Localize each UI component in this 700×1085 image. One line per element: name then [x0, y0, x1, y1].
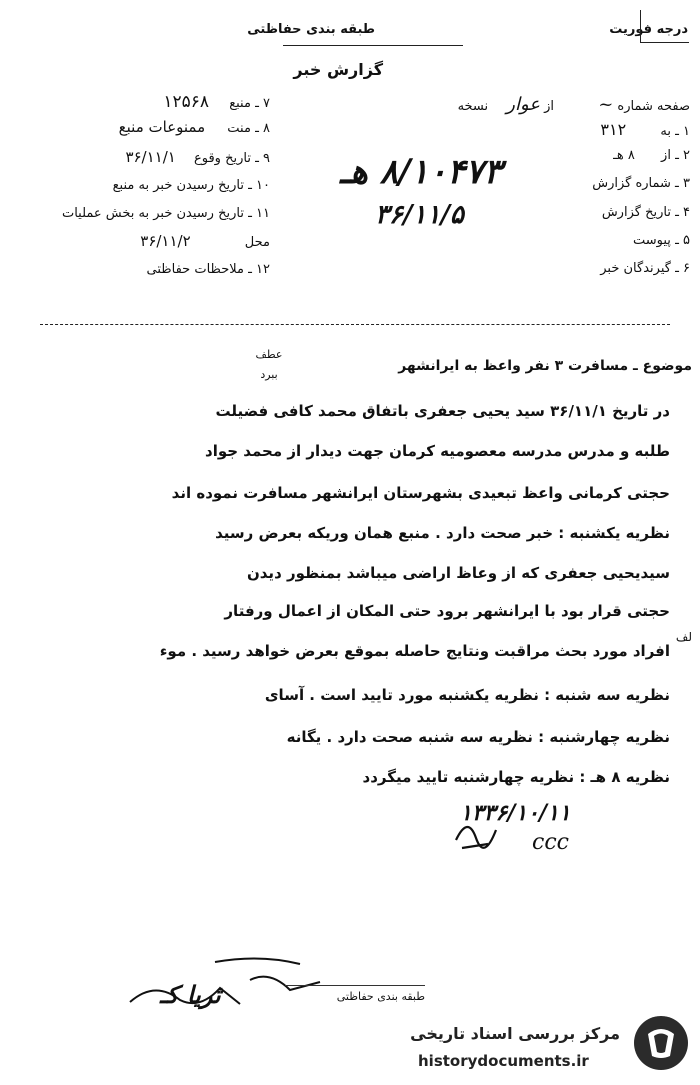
- field-to-label: ۱ ـ به: [660, 124, 690, 139]
- field-report-date: ۴ ـ تاریخ گزارش: [601, 205, 690, 220]
- report-title: گزارش خبر: [293, 60, 383, 79]
- handwritten-report-date: ۳۶/۱۱/۵: [375, 200, 464, 230]
- field-news-to-ops: ۱۱ ـ تاریخ رسیدن خبر به بخش عملیات: [61, 206, 270, 221]
- copy-label: نسخه: [457, 99, 489, 114]
- classification-header: طبقه بندی حفاظتی: [247, 22, 375, 37]
- body-line: نظریه سه شنبه : نظریه یکشنبه مورد تایید است . آسای: [264, 686, 670, 704]
- page-number-label: صفحه شماره: [617, 99, 690, 114]
- body-line: سیدیحیی جعفری که از وعاظ اراضی میباشد بمنظور دیدن: [246, 564, 670, 582]
- urgency-label: درجه فوریت: [609, 22, 688, 37]
- body-margin-note: لف: [675, 630, 692, 644]
- field-attachment: ۵ ـ پیوست: [633, 233, 690, 248]
- watermark-org: مرکز بررسی اسناد تاریخی: [410, 1024, 620, 1043]
- field-recipients: ۶ ـ گیرندگان خبر: [600, 261, 690, 276]
- field-occurrence-date-label: ۹ ـ تاریخ وقوع: [193, 151, 270, 166]
- field-source-label: ۷ ـ منبع: [229, 96, 270, 111]
- field-occurrence-date: [125, 148, 270, 166]
- field-subject-source-value: ممنوعات منبع: [118, 118, 206, 136]
- header-divider: [40, 324, 670, 325]
- body-line: نظریه ۸ هـ : نظریه چهارشنبه تایید میگردد: [362, 768, 670, 786]
- archive-logo-icon: [632, 1014, 690, 1072]
- body-line: افراد مورد بحث مراقبت ونتایج حاصله بموقع بعرض خواهد رسید . موء: [159, 642, 670, 660]
- field-from: [613, 148, 690, 163]
- field-subject-source: [119, 118, 270, 136]
- field-news-to-source: ۱۰ ـ تاریخ رسیدن خبر به منبع: [112, 178, 270, 193]
- page-number-field: [458, 94, 690, 115]
- annotation-code: ccc: [532, 830, 569, 855]
- subject-side-note: عطف ببرد: [255, 348, 283, 381]
- urgency-box: [640, 10, 689, 43]
- subject-label: موضوع: [642, 358, 692, 374]
- field-location-value: ۳۶/۱۱/۲: [140, 232, 191, 250]
- body-line: نظریه چهارشنبه : نظریه سه شنبه صحت دارد . یگانه: [286, 728, 670, 746]
- body-line: در تاریخ ۳۶/۱۱/۱ سید یحیی جعفری باتفاق محمد کافی فضیلت: [215, 402, 670, 420]
- body-line: طلبه و مدرس مدرسه معصومیه کرمان جهت دیدار از محمد جواد: [205, 442, 670, 460]
- annotation-initials: [448, 810, 508, 860]
- page-of-label: از: [544, 99, 555, 114]
- body-line: حجتی قرار بود با ایرانشهر برود حتی المکان از اعمال ورفتار: [224, 602, 670, 620]
- field-occurrence-date-value: ۳۶/۱۱/۱: [125, 148, 176, 166]
- body-line: نظریه یکشنبه : خبر صحت دارد . منبع همان وریکه بعرض رسید: [215, 524, 670, 542]
- bottom-classification-rule: [285, 985, 425, 986]
- field-subject-source-label: ۸ ـ منت: [227, 121, 270, 136]
- bottom-classification: طبقه بندی حفاظتی: [336, 990, 425, 1003]
- page-of-mark: عوار: [506, 94, 541, 115]
- field-source-value: ۱۲۵۶۸: [163, 92, 210, 112]
- field-to: [600, 120, 690, 139]
- page-number-mark: ~: [598, 94, 614, 115]
- body-line: حجتی کرمانی واعظ تبعیدی بشهرستان ایرانشهر مسافرت نموده اند: [171, 484, 670, 502]
- classification-header-underline: [283, 45, 463, 46]
- annotation-date: ۱۳۳۶/۱۰/۱۱: [460, 800, 571, 826]
- handwritten-report-number: ۸/۱۰۴۷۳ هـ: [340, 152, 502, 192]
- field-security-notes: ۱۲ ـ ملاحظات حفاظتی: [146, 262, 270, 277]
- field-report-number: ۳ ـ شماره گزارش: [592, 176, 690, 191]
- subject-text: مسافرت ۳ نفر واعظ به ایرانشهر: [398, 358, 629, 374]
- subject-line: موضوع ـ مسافرت ۳ نفر واعظ به ایرانشهر: [398, 358, 692, 374]
- field-from-label: ۲ ـ از: [661, 148, 690, 163]
- field-to-value: ۳۱۲: [600, 120, 627, 139]
- field-source: [163, 92, 270, 112]
- field-location-label: محل: [244, 235, 270, 250]
- field-location: [140, 232, 270, 250]
- bottom-signature: ثریا کـ: [160, 980, 221, 1009]
- field-from-value: ۸ هـ: [613, 148, 635, 163]
- watermark-url: historydocuments.ir: [418, 1052, 589, 1070]
